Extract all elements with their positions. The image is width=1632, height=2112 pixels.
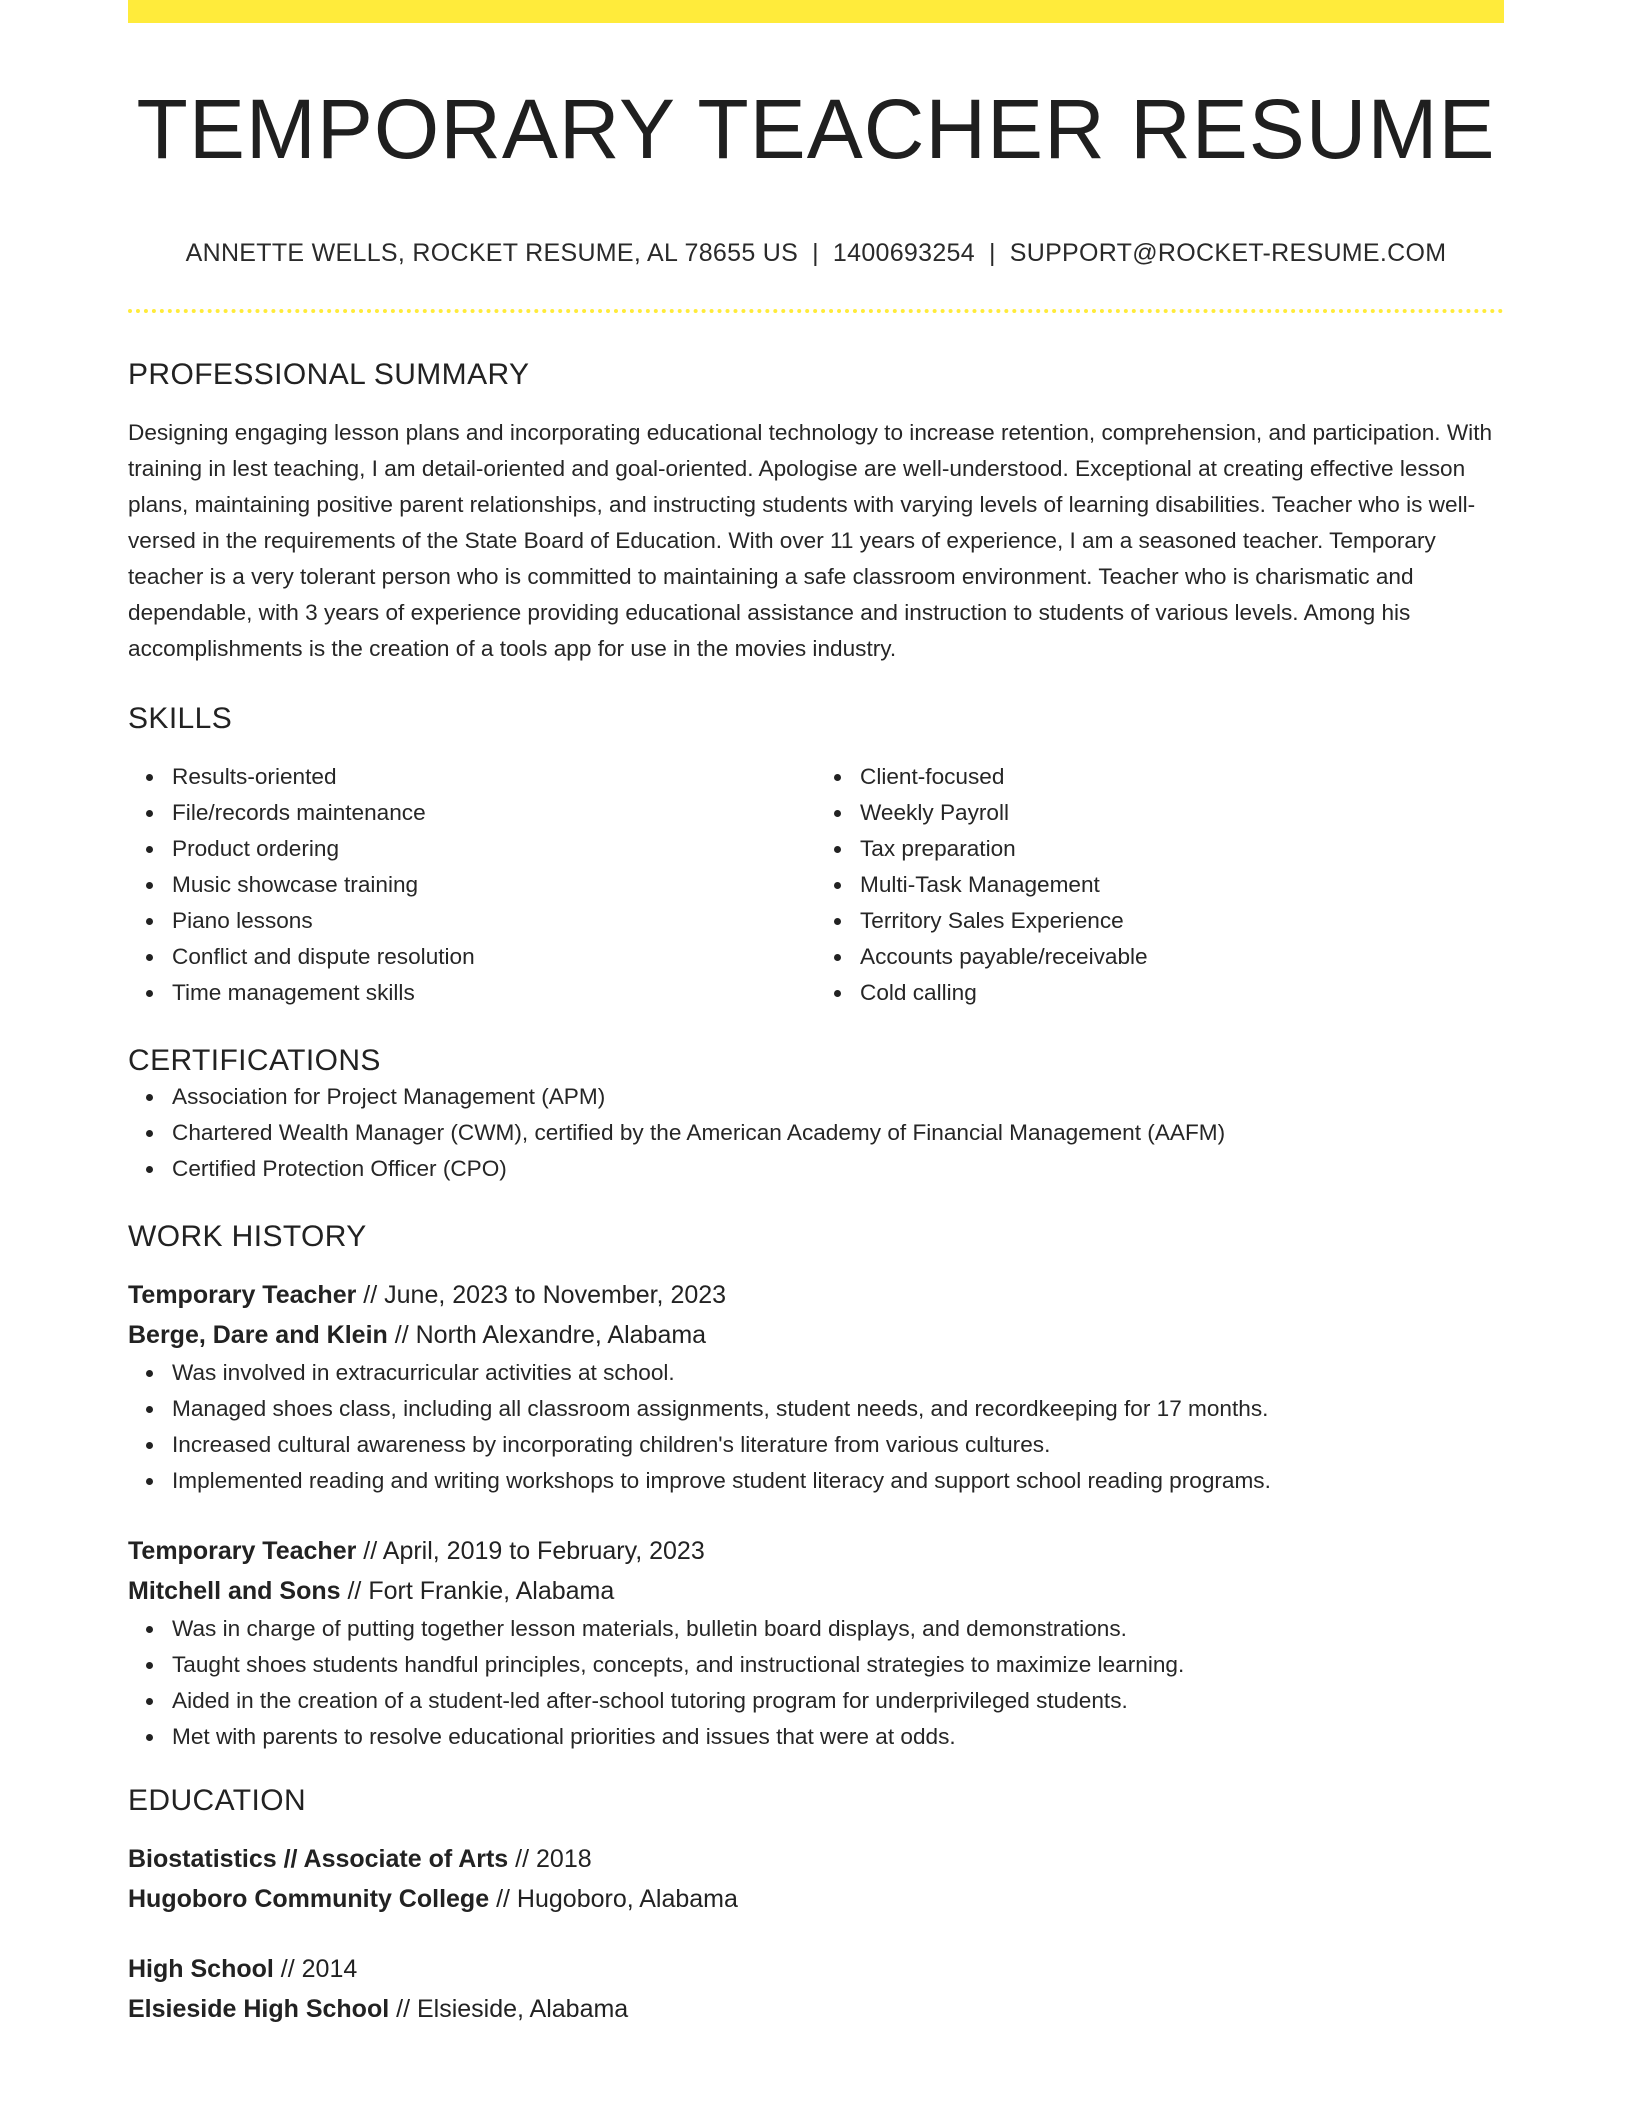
skill-item: Accounts payable/receivable — [860, 939, 1504, 975]
education-entry — [128, 1839, 1504, 1919]
skill-item: Multi-Task Management — [860, 867, 1504, 903]
job-duty-item: Increased cultural awareness by incorporating children's literature from various cultures. — [172, 1427, 1504, 1463]
separator: // — [280, 1954, 295, 1983]
work-history-heading: WORK HISTORY — [128, 1219, 367, 1253]
education-school: Hugoboro Community College — [128, 1884, 490, 1913]
contact-phone: 1400693254 — [832, 239, 975, 268]
contact-separator: | — [988, 239, 996, 268]
separator: // — [394, 1320, 409, 1349]
separator: // — [347, 1576, 362, 1605]
contact-address: ANNETTE WELLS, ROCKET RESUME, AL 78655 US — [185, 239, 799, 268]
skill-item: Client-focused — [860, 759, 1504, 795]
skill-item: Tax preparation — [860, 831, 1504, 867]
summary-heading: PROFESSIONAL SUMMARY — [128, 357, 530, 391]
job-entry — [128, 1275, 1504, 1499]
certification-item: Association for Project Management (APM) — [172, 1079, 1504, 1115]
separator: // — [515, 1844, 530, 1873]
resume-page — [128, 0, 1504, 2029]
skills-right-list — [816, 759, 1504, 1011]
job-title-line — [128, 1531, 1504, 1571]
skill-item: Product ordering — [172, 831, 816, 867]
education-entry — [128, 1949, 1504, 2029]
certification-item: Certified Protection Officer (CPO) — [172, 1151, 1504, 1187]
separator: // — [496, 1884, 510, 1913]
job-company: Berge, Dare and Klein — [128, 1320, 388, 1349]
job-duty-item: Met with parents to resolve educational priorities and issues that were at odds. — [172, 1719, 1504, 1755]
job-duty-item: Managed shoes class, including all classroom assignments, student needs, and recordkeeping for 17 months. — [172, 1391, 1504, 1427]
education-degree-line — [128, 1949, 1504, 1989]
job-company-line — [128, 1571, 1504, 1611]
skill-item: Piano lessons — [172, 903, 816, 939]
skill-item: Territory Sales Experience — [860, 903, 1504, 939]
contact-email: SUPPORT@ROCKET-RESUME.COM — [1009, 239, 1447, 268]
education-school-line — [128, 1989, 1504, 2029]
resume-title: TEMPORARY TEACHER RESUME — [136, 82, 1496, 176]
skills-left-list — [128, 759, 816, 1011]
job-location: North Alexandre, Alabama — [415, 1320, 707, 1349]
dotted-divider — [128, 309, 1504, 313]
education-year: 2014 — [301, 1954, 358, 1983]
top-accent-bar — [128, 0, 1504, 23]
education-school-line — [128, 1879, 1504, 1919]
skill-item: File/records maintenance — [172, 795, 816, 831]
job-duties-list — [128, 1355, 1504, 1499]
skills-heading: SKILLS — [128, 701, 233, 735]
job-title: Temporary Teacher — [128, 1280, 357, 1309]
job-dates: June, 2023 to November, 2023 — [384, 1280, 727, 1309]
job-title: Temporary Teacher — [128, 1536, 357, 1565]
contact-line — [128, 237, 1504, 270]
skill-item: Weekly Payroll — [860, 795, 1504, 831]
skill-item: Music showcase training — [172, 867, 816, 903]
education-location: Hugoboro, Alabama — [516, 1884, 738, 1913]
skill-item: Results-oriented — [172, 759, 816, 795]
education-degree: Biostatistics // Associate of Arts — [128, 1844, 509, 1873]
skill-item: Cold calling — [860, 975, 1504, 1011]
certifications-list — [128, 1079, 1504, 1187]
job-title-line — [128, 1275, 1504, 1315]
skill-item: Time management skills — [172, 975, 816, 1011]
skill-item: Conflict and dispute resolution — [172, 939, 816, 975]
job-duty-item: Was in charge of putting together lesson materials, bulletin board displays, and demonstrations. — [172, 1611, 1504, 1647]
skills-columns — [128, 759, 1504, 1011]
job-duty-item: Implemented reading and writing workshops to improve student literacy and support school reading programs. — [172, 1463, 1504, 1499]
job-location: Fort Frankie, Alabama — [368, 1576, 615, 1605]
job-duty-item: Taught shoes students handful principles, concepts, and instructional strategies to maximize learning. — [172, 1647, 1504, 1683]
job-duties-list — [128, 1611, 1504, 1755]
certification-item: Chartered Wealth Manager (CWM), certified by the American Academy of Financial Management (AAFM) — [172, 1115, 1504, 1151]
job-dates: April, 2019 to February, 2023 — [382, 1536, 705, 1565]
education-school: Elsieside High School — [128, 1994, 390, 2023]
separator: // — [363, 1536, 378, 1565]
education-heading: EDUCATION — [128, 1783, 307, 1817]
job-entry — [128, 1531, 1504, 1755]
education-location: Elsieside, Alabama — [416, 1994, 629, 2023]
certifications-heading: CERTIFICATIONS — [128, 1043, 381, 1077]
contact-separator: | — [812, 239, 819, 268]
job-duty-item: Was involved in extracurricular activities at school. — [172, 1355, 1504, 1391]
education-year: 2018 — [536, 1844, 592, 1873]
separator: // — [396, 1994, 411, 2023]
education-degree-line — [128, 1839, 1504, 1879]
education-degree: High School — [128, 1954, 274, 1983]
job-duty-item: Aided in the creation of a student-led after-school tutoring program for underprivileged students. — [172, 1683, 1504, 1719]
job-company-line — [128, 1315, 1504, 1355]
job-company: Mitchell and Sons — [128, 1576, 341, 1605]
separator: // — [363, 1280, 378, 1309]
summary-text: Designing engaging lesson plans and incorporating educational technology to increase retention, comprehension, and participation. With training in lest teaching, I am detail-oriented and goal-oriented. Apologise are well-understood. Exceptional at creating effective lesson plans, maintaining positive parent relationships, and instructing students with varying levels of learning disabilities. Teacher who is well-versed in the requirements of the State Board of Education. With over 11 years of experience, I am a seasoned teacher. Temporary teacher is a very tolerant person who is committed to maintaining a safe classroom environment. Teacher who is charismatic and dependable, with 3 years of experience providing educational assistance and instruction to students of various levels. Among his accomplishments is the creation of a tools app for use in the movies industry. — [128, 419, 1493, 661]
